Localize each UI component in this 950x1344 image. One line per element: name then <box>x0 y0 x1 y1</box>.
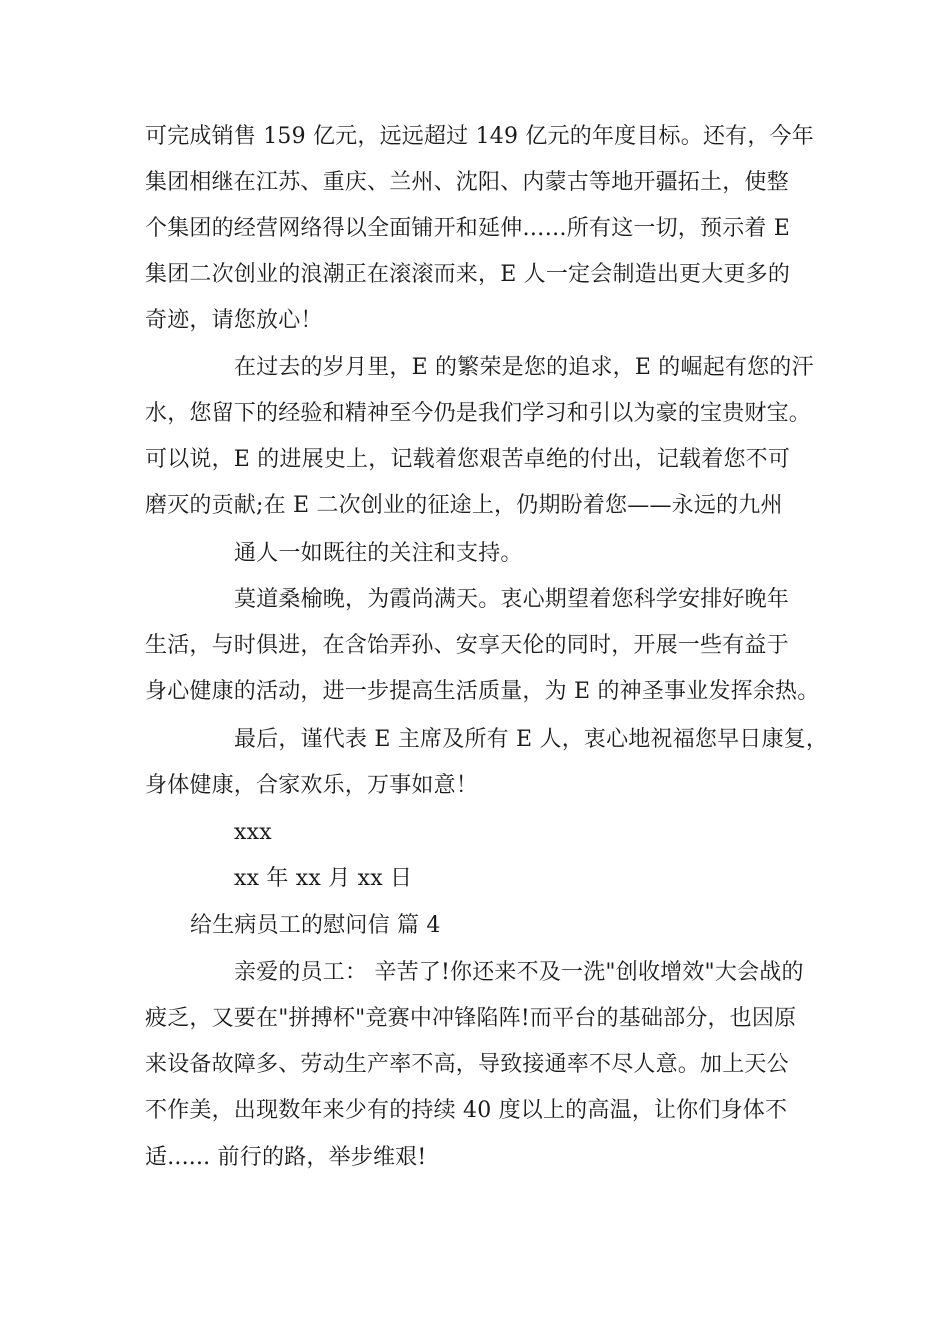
text-line: 最后，谨代表 E 主席及所有 E 人，衷心地祝福您早日康复， <box>234 727 829 752</box>
text-line: 可以说，E 的进展史上，记载着您艰苦卓绝的付出，记载着您不可 <box>145 447 791 472</box>
text-line: 集团相继在江苏、重庆、兰州、沈阳、内蒙古等地开疆拓土，使整 <box>145 170 789 195</box>
text-line: 水，您留下的经验和精神至今仍是我们学习和引以为豪的宝贵财宝。 <box>145 401 812 426</box>
text-line: 奇迹，请您放心！ <box>145 308 323 333</box>
text-line: 在过去的岁月里，E 的繁荣是您的追求，E 的崛起有您的汗 <box>234 355 814 380</box>
text-line: 疲乏，又要在"拼搏杯"竞赛中冲锋陷阵!而平台的基础部分，也因原 <box>145 1006 797 1031</box>
text-line: 通人一如既往的关注和支持。 <box>234 541 523 566</box>
text-line: 莫道桑榆晚，为霞尚满天。衷心期望着您科学安排好晚年 <box>234 587 790 612</box>
text-line: 生活，与时俱进，在含饴弄孙、安享天伦的同时，开展一些有益于 <box>145 633 789 658</box>
text-line: 不作美，出现数年来少有的持续 40 度以上的高温，让你们身体不 <box>145 1098 788 1123</box>
text-line: 身心健康的活动，进一步提高生活质量，为 E 的神圣事业发挥余热。 <box>145 679 820 704</box>
text-line: 身体健康，合家欢乐，万事如意！ <box>145 773 479 798</box>
text-line: 磨灭的贡献;在 E 二次创业的征途上，仍期盼着您——永远的九州 <box>145 493 783 518</box>
signature-date: xx 年 xx 月 xx 日 <box>234 866 413 891</box>
section-heading: 给生病员工的慰问信 篇 4 <box>190 913 441 938</box>
text-line: 可完成销售 159 亿元，远远超过 149 亿元的年度目标。还有，今年 <box>145 124 814 149</box>
signature-name: xxx <box>234 820 272 845</box>
text-line: 适...... 前行的路，举步维艰! <box>145 1145 427 1170</box>
text-line: 来设备故障多、劳动生产率不高，导致接通率不尽人意。加上天公 <box>145 1052 789 1077</box>
text-line: 集团二次创业的浪潮正在滚滚而来，E 人一定会制造出更大更多的 <box>145 262 791 287</box>
text-line: 个集团的经营网络得以全面铺开和延伸……所有这一切，预示着 E <box>145 216 791 241</box>
text-line: 亲爱的员工： 辛苦了!你还来不及一洗"创收增效"大会战的 <box>234 960 804 985</box>
